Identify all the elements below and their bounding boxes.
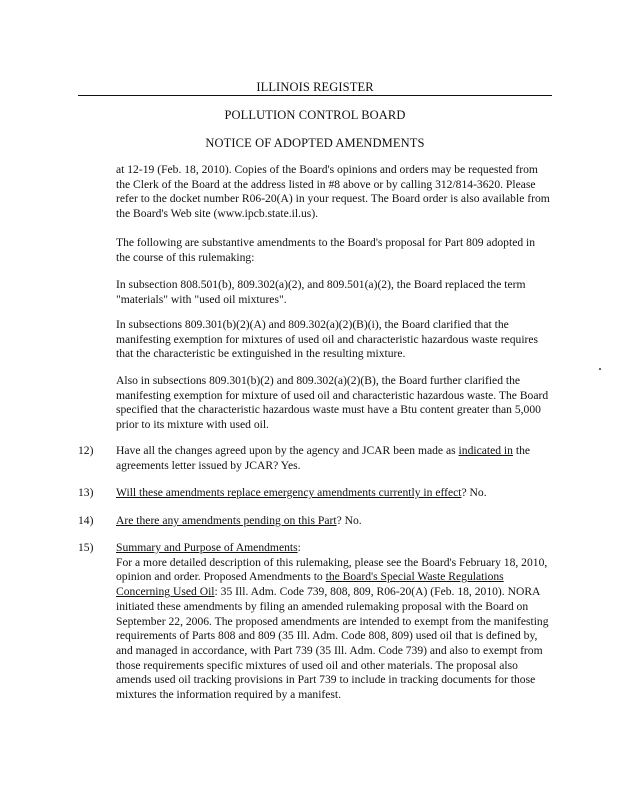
item-text: Have all the changes agreed upon by the agency and JCAR been made as indicated in the agreements letter issued by JCAR? Yes. bbox=[116, 444, 531, 472]
notice-title: NOTICE OF ADOPTED AMENDMENTS bbox=[205, 136, 425, 150]
item-heading: Summary and Purpose of Amendments: bbox=[116, 541, 301, 554]
item-number: 13) bbox=[78, 486, 94, 499]
paragraph-subsection-808: In subsection 808.501(b), 809.302(a)(2), and 809.501(a)(2), the Board replaced the term "materials" with "used oil mixtures". bbox=[116, 278, 526, 306]
header-rule bbox=[78, 95, 552, 96]
paragraph-subsections-809-clarified: In subsections 809.301(b)(2)(A) and 809.302(a)(2)(B)(i), the Board clarified that the manifesting exemption for mixtures of used oil and characteristic hazardous waste requires that the characteristic be extinguished in the resulting mixture. bbox=[116, 318, 539, 361]
item-text bbox=[116, 541, 552, 703]
board-title: POLLUTION CONTROL BOARD bbox=[224, 108, 406, 122]
paragraph-substantive-intro: The following are substantive amendments to the Board's proposal for Part 809 adopted in the course of this rulemaking: bbox=[116, 236, 536, 264]
item-number: 15) bbox=[78, 541, 94, 554]
item-text: Are there any amendments pending on this Part? No. bbox=[116, 514, 362, 527]
item-number: 14) bbox=[78, 514, 94, 527]
item-number: 12) bbox=[78, 444, 94, 457]
item-text: Will these amendments replace emergency amendments currently in effect? No. bbox=[116, 486, 487, 499]
paragraph-opinions: at 12-19 (Feb. 18, 2010). Copies of the Board's opinions and orders may be requested from the Clerk of the Board at the address listed in #8 above or by calling 312/814-3620. Please refer to the docket number R06-20(A) in your request. The Board order is also available from the Board's Web site (www.ipcb.state.il.us). bbox=[116, 163, 550, 221]
item-body: For a more detailed description of this rulemaking, please see the Board's February 18, 2010, opinion and order. Proposed Amendments to the Board's Special Waste Regulations Concerning Used Oil: 35 Ill. Adm. Code 739, 808, 809, R06-20(A) (Feb. 18, 2010). NORA initiated these amendments by filing an amended rulemaking proposal with the Board on September 22, 2006. The proposed amendments are intended to exempt from the manifesting requirements of Parts 808 and 809 (35 Ill. Adm. Code 808, 809) used oil that is defined by, and managed in accordance, with Part 739 (35 Ill. Adm. Code 739) and also to exempt from those requirements specific mixtures of used oil and other materials. The proposal also amends used oil tracking provisions in Part 739 to include in tracking documents for those mixtures the information required by a manifest. bbox=[116, 555, 549, 702]
paragraph-subsections-809-btu: Also in subsections 809.301(b)(2) and 809.302(a)(2)(B), the Board further clarified the manifesting exemption for mixture of used oil and characteristic hazardous waste. The Board specified that the characteristic hazardous waste must have a Btu content greater than 5,000 prior to its mixture with used oil. bbox=[116, 374, 549, 432]
scan-speck bbox=[599, 368, 601, 370]
register-title: ILLINOIS REGISTER bbox=[256, 80, 374, 94]
